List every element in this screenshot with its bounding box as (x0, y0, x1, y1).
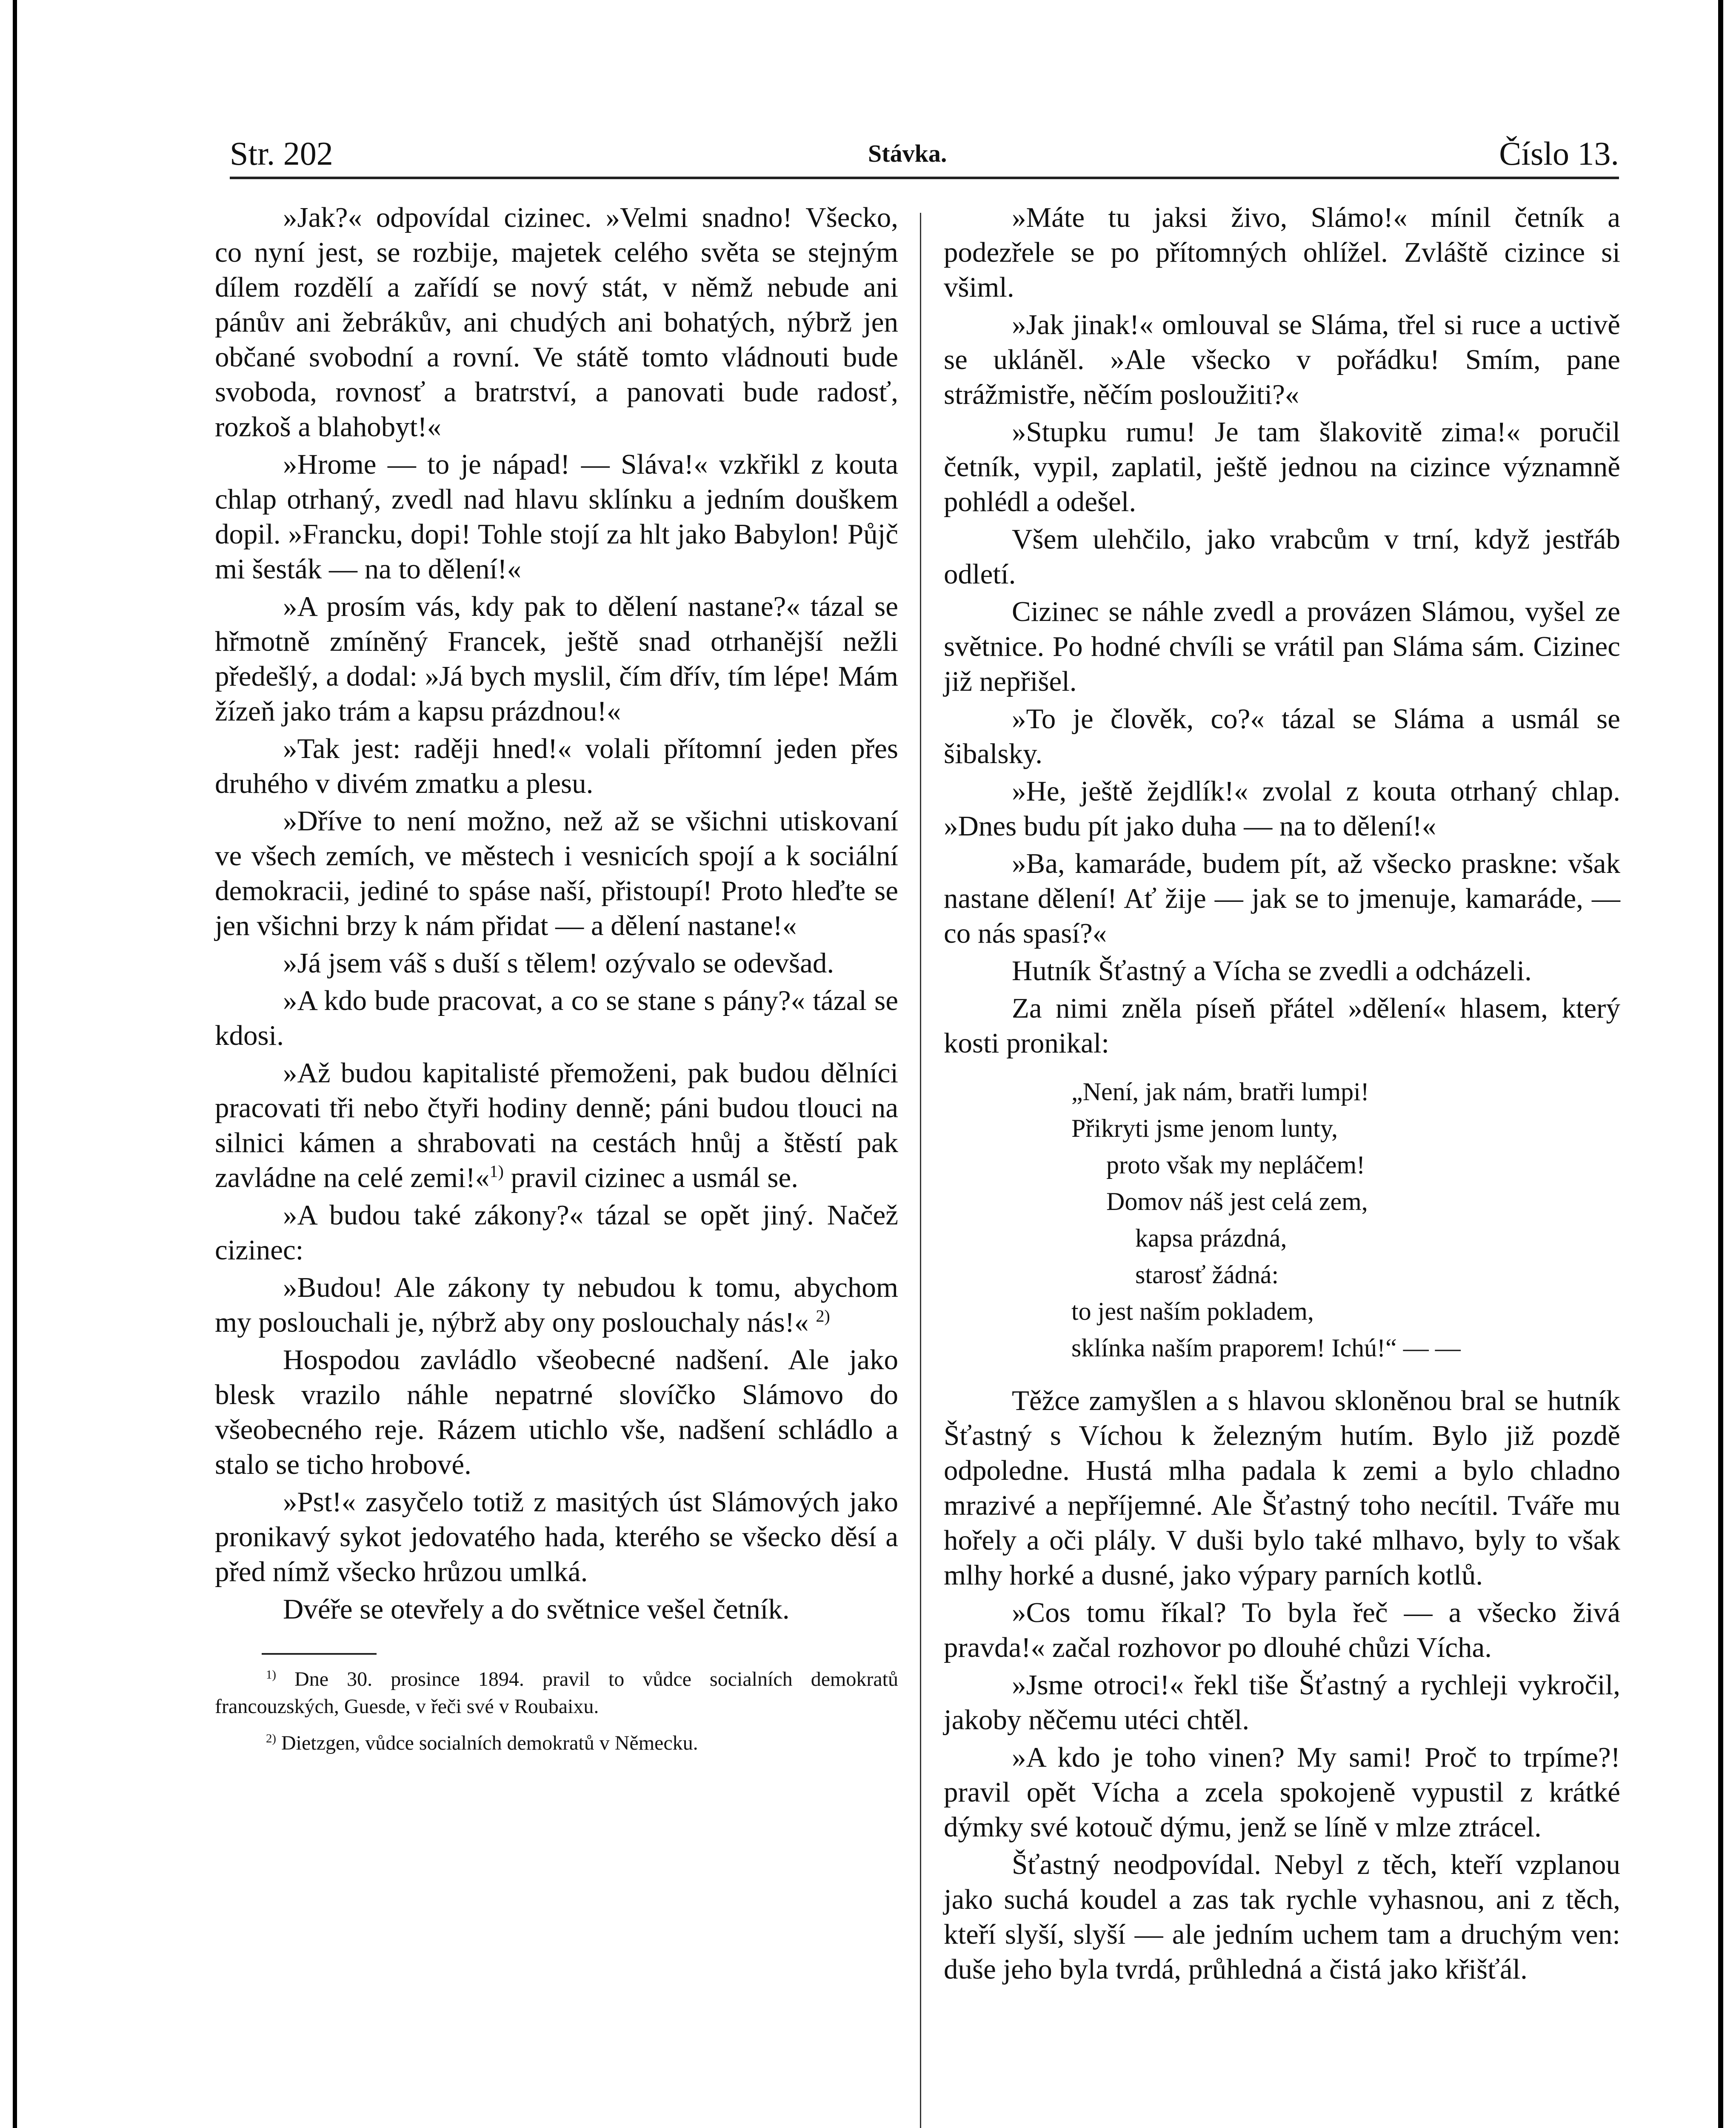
paragraph: »A budou také zákony?« tázal se opět jiný. Načež cizinec: (215, 1199, 898, 1266)
footnote-1 (215, 1666, 898, 1720)
paragraph: Cizinec se náhle zvedl a provázen Slámou, vyšel ze světnice. Po hodné chvíli se vrátil pan Sláma sám. Cizinec již nepřišel. (944, 596, 1620, 697)
verse-line: kapsa prázdná, (1135, 1224, 1287, 1252)
paragraph-text: pravil cizinec a usmál se. (511, 1162, 798, 1193)
paragraph-text: »Až budou kapitalisté přemoženi, pak budou dělníci pracovati tři nebo čtyři hodiny denně; páni budou tlouci na silnici kámen a shrabovati na cestách hnůj a štěstí pak zavládne na celé zemi!« (215, 1057, 898, 1193)
paragraph: »Jsme otroci!« řekl tiše Šťastný a rychleji vykročil, jakoby něčemu utéci chtěl. (944, 1669, 1620, 1736)
paragraph-with-footnote-2 (215, 1270, 898, 1340)
left-column (215, 200, 898, 1757)
right-column (944, 200, 1620, 1987)
header-rule (230, 177, 1619, 179)
paragraph: »A kdo bude pracovat, a co se stane s pány?« tázal se kdosi. (215, 985, 898, 1051)
paragraph-with-footnote-1 (215, 1055, 898, 1195)
footnote-rule (262, 1653, 377, 1655)
verse-line: starosť žádná: (1135, 1261, 1279, 1289)
paragraph: Všem ulehčilo, jako vrabcům v trní, když jestřáb odletí. (944, 523, 1620, 590)
verse-line: to jest naším pokladem, (1071, 1297, 1314, 1325)
paragraph: »Já jsem váš s duší s tělem! ozývalo se odevšad. (283, 947, 834, 979)
paragraph: Za nimi zněla píseň přátel »dělení« hlasem, který kosti pronikal: (944, 992, 1620, 1059)
paragraph: »Ba, kamaráde, budem pít, až všecko praskne: však nastane dělení! Ať žije — jak se to jmenuje, kamaráde, — co nás spasí?« (944, 848, 1620, 949)
paragraph: »A prosím vás, kdy pak to dělení nastane?« tázal se hřmotně zmíněný Francek, ještě snad otrhanější nežli předešlý, a dodal: »Já bych myslil, čím dřív, tím lépe! Mám žízeň jako trám a kapsu prázdnou!« (215, 591, 898, 727)
paragraph: Dvéře se otevřely a do světnice vešel četník. (283, 1593, 790, 1625)
paragraph: »To je člověk, co?« tázal se Sláma a usmál se šibalsky. (944, 703, 1620, 769)
paragraph: »Hrome — to je nápad! — Sláva!« vzkřikl z kouta chlap otrhaný, zvedl nad hlavu sklínku a jedním douškem dopil. »Francku, dopi! Tohle stojí za hlt jako Babylon! Půjč mi šesták — na to dělení!« (215, 449, 898, 585)
running-title: Stávka. (868, 140, 947, 167)
issue-number: Číslo 13. (1499, 135, 1619, 172)
paragraph: »Máte tu jaksi živo, Slámo!« mínil četník a podezřele se po přítomných ohlížel. Zvláště cizince si všiml. (944, 202, 1620, 303)
verse-line: Přikryti jsme jenom lunty, (1071, 1114, 1338, 1142)
footnote-ref-1: 1) (489, 1161, 504, 1181)
page-number: Str. 202 (230, 135, 333, 172)
paragraph: »Jak jinak!« omlouval se Sláma, třel si ruce a uctivě se ukláněl. »Ale všecko v pořádku! Smím, pane strážmistře, něčím posloužiti?« (944, 309, 1620, 410)
paragraph: »Tak jest: raději hned!« volali přítomní jeden přes druhého v divém zmatku a plesu. (215, 733, 898, 799)
column-divider (920, 213, 921, 2128)
paragraph: »Pst!« zasyčelo totiž z masitých úst Slámových jako pronikavý sykot jedovatého hada, kterého se všecko děsí a před nímž všecko hrůzou umlká. (215, 1486, 898, 1587)
footnote-text: Dne 30. prosince 1894. pravil to vůdce socialních demokratů francouzských, Guesde, v řeči své v Roubaixu. (215, 1668, 898, 1718)
verse-line: Domov náš jest celá zem, (1106, 1187, 1368, 1216)
footnote-text: Dietzgen, vůdce socialních demokratů v Německu. (281, 1732, 698, 1754)
paragraph: »Stupku rumu! Je tam šlakovitě zima!« poručil četník, vypil, zaplatil, ještě jednou na cizince významně pohlédl a odešel. (944, 416, 1620, 518)
paragraph: »Dříve to není možno, než až se všichni utiskovaní ve všech zemích, ve městech i vesnicích spojí a k sociální demokracii, jediné to spáse naší, přistoupí! Proto hleďte se jen všichni brzy k nám přidat — a dělení nastane!« (215, 805, 898, 941)
paragraph: Šťastný neodpovídal. Nebyl z těch, kteří vzplanou jako suchá koudel a zas tak rychle vyhasnou, ani z těch, kteří slyší, slyší — ale jedním uchem tam a druchým ven: duše jeho byla tvrdá, průhledná a čistá jako křišťál. (944, 1849, 1620, 1985)
verse-line: sklínka naším praporem! Ichú!“ — — (1071, 1334, 1461, 1362)
footnote-ref-2: 2) (816, 1306, 830, 1326)
verse-line: „Není, jak nám, bratři lumpi! (1071, 1078, 1369, 1106)
verse-line: proto však my nepláčem! (1106, 1151, 1365, 1179)
paragraph: Těžce zamyšlen a s hlavou skloněnou bral se hutník Šťastný s Víchou k železným hutím. Bylo již pozdě odpoledne. Hustá mlha padala k zemi a bylo chladno mrazivé a nepříjemné. Ale Šťastný toho necítil. Tváře mu hořely a oči plály. V duši bylo také mlhavo, byly to však mlhy horké a dusné, jako výpary parních kotlů. (944, 1385, 1620, 1591)
footnote-2 (215, 1730, 898, 1757)
paragraph: »Cos tomu říkal? To byla řeč — a všecko živá pravda!« začal rozhovor po dlouhé chůzi Vícha. (944, 1597, 1620, 1663)
song-verse (1071, 1073, 1620, 1366)
paragraph: »A kdo je toho vinen? My sami! Proč to trpíme?! pravil opět Vícha a zcela spokojeně vypustil z krátké dýmky své kotouč dýmu, jenž se líně v mlze ztrácel. (944, 1742, 1620, 1843)
paragraph-text: »Budou! Ale zákony ty nebudou k tomu, abychom my poslouchali je, nýbrž aby ony poslouchaly nás!« (215, 1272, 898, 1338)
paragraph: »Jak?« odpovídal cizinec. »Velmi snadno! Všecko, co nyní jest, se rozbije, majetek celého světa se stejným dílem rozdělí a zařídí se nový stát, v němž nebude ani pánův ani žebrákův, ani chudých ani bohatých, nýbrž jen občané svobodní a rovní. Ve státě tomto vládnouti bude svoboda, rovnosť a bratrství, a panovati bude radosť, rozkoš a blahobyt!« (215, 202, 898, 443)
footnote-mark: 1) (266, 1668, 276, 1682)
paragraph: Hutník Šťastný a Vícha se zvedli a odcházeli. (1012, 955, 1532, 987)
paragraph: Hospodou zavládlo všeobecné nadšení. Ale jako blesk vrazilo náhle nepatrné slovíčko Slámovo do všeobecného reje. Rázem utichlo vše, nadšení schládlo a stalo se ticho hrobové. (215, 1344, 898, 1480)
paragraph: »He, ještě žejdlík!« zvolal z kouta otrhaný chlap. »Dnes budu pít jako duha — na to dělení!« (944, 775, 1620, 842)
footnote-mark: 2) (266, 1732, 276, 1745)
